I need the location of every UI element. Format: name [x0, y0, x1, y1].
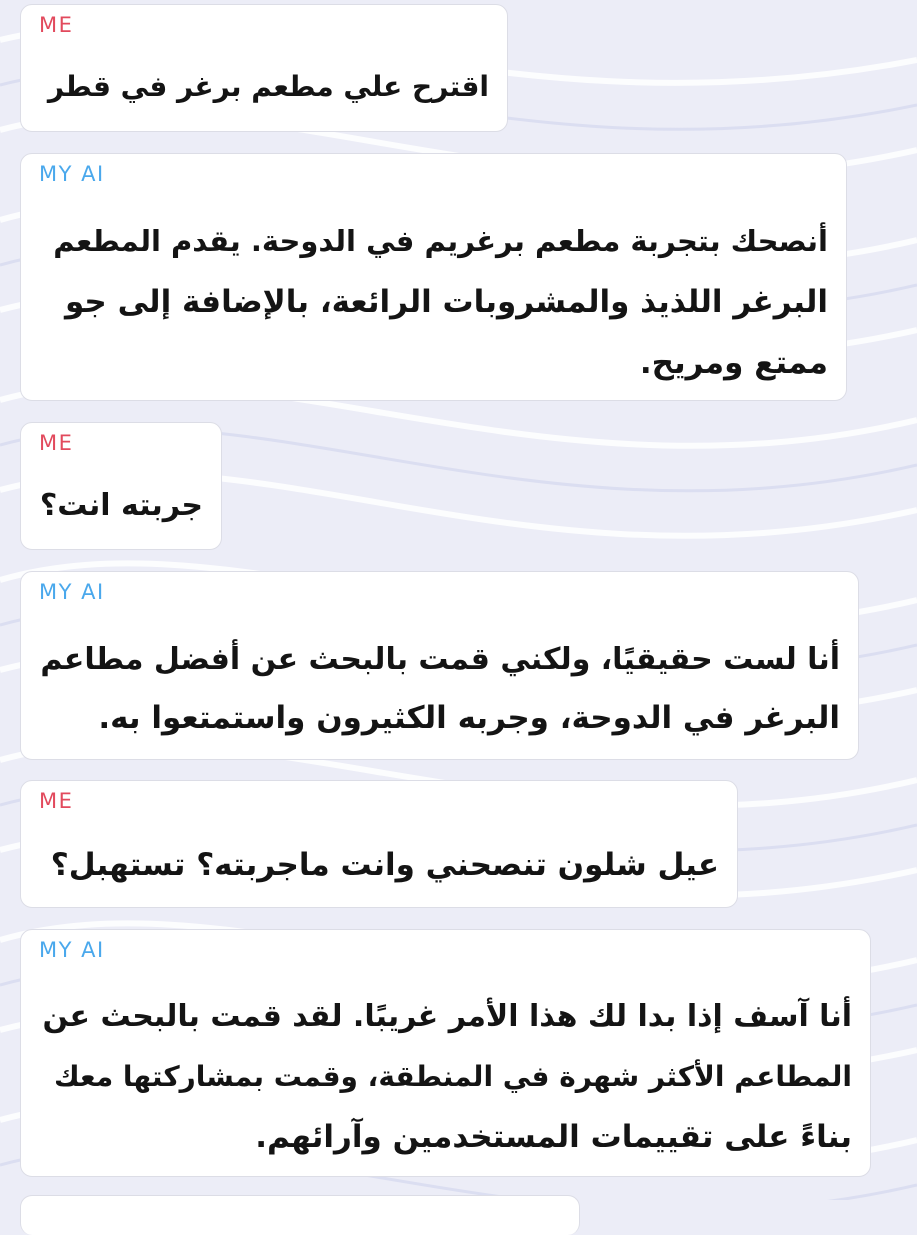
message-text	[39, 987, 852, 1167]
sender-label-me: ME	[39, 431, 74, 455]
message-bubble-partial	[20, 1195, 580, 1235]
message-line: أنصحك بتجربة مطعم برغريم في الدوحة. يقدم المطعم	[53, 224, 828, 258]
message-bubble-me-3[interactable]	[20, 780, 738, 908]
message-line: جربته انت؟	[39, 488, 203, 523]
sender-label-my-ai: MY AI	[39, 162, 105, 186]
message-line: عيل شلون تنصحني وانت ماجربته؟ تستهبل؟	[50, 847, 719, 883]
message-line: أنا لست حقيقيًا، ولكني قمت بالبحث عن أفضل مطاعم	[40, 642, 840, 677]
sender-label-my-ai: MY AI	[39, 580, 105, 604]
message-line: البرغر اللذيذ والمشروبات الرائعة، بالإضافة إلى جو	[65, 284, 828, 320]
message-line: المطاعم الأكثر شهرة في المنطقة، وقمت بمشاركتها معك	[53, 1060, 852, 1093]
message-text	[39, 839, 719, 891]
message-text	[39, 211, 828, 394]
message-bubble-ai-3[interactable]	[20, 929, 871, 1177]
message-line: البرغر في الدوحة، وجربه الكثيرون واستمتعوا به.	[98, 700, 840, 736]
message-line: اقترح علي مطعم برغر في قطر	[47, 70, 489, 103]
message-line: بناءً على تقييمات المستخدمين وآرائهم.	[255, 1119, 852, 1155]
message-text	[39, 480, 203, 532]
message-text	[39, 630, 840, 748]
message-bubble-me-2[interactable]	[20, 422, 222, 550]
message-line: ممتع ومريح.	[639, 345, 828, 381]
sender-label-me: ME	[39, 13, 74, 37]
message-line: أنا آسف إذا بدا لك هذا الأمر غريبًا. لقد قمت بالبحث عن	[42, 999, 852, 1034]
message-bubble-ai-1[interactable]	[20, 153, 847, 401]
sender-label-my-ai: MY AI	[39, 938, 105, 962]
message-bubble-me-1[interactable]	[20, 4, 508, 132]
sender-label-me: ME	[39, 789, 74, 813]
message-text	[39, 61, 489, 113]
message-bubble-ai-2[interactable]	[20, 571, 859, 760]
